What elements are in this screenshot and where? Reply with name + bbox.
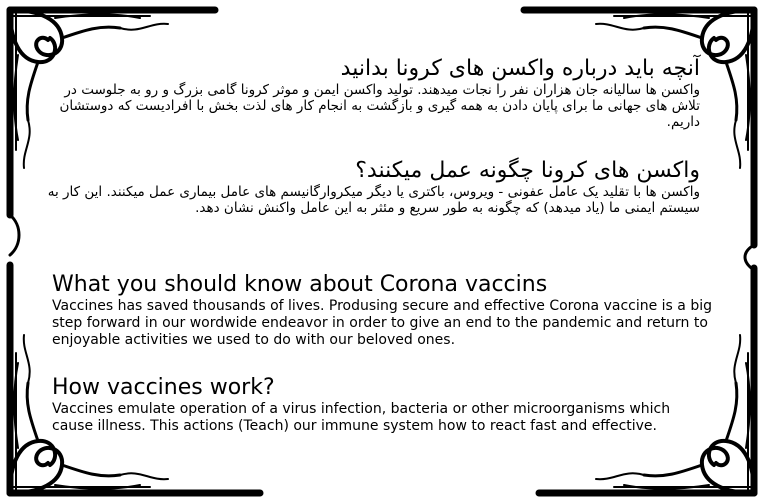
english-section-what-to-know: [52, 272, 712, 349]
persian-heading-how-vaccines-work: واکسن های کرونا چگونه عمل میکنند؟: [355, 158, 700, 183]
persian-section-how-vaccines-work: [40, 158, 700, 216]
english-paragraph-what-to-know: Vaccines has saved thousands of lives. Produsing secure and effective Corona vaccine is a big step forward in our wordwide endeavor in order to give an end to the pandemic and return to enjoyable activities we used to do with our beloved ones.: [52, 298, 712, 348]
english-heading-what-to-know: What you should know about Corona vaccins: [52, 272, 548, 297]
persian-paragraph-how-vaccines-work: واکسن ها با تقلید یک عامل عفونی - ویروس، باکتری یا دیگر میکروارگانیسم های عامل بیماری عمل میکنند. این کار به سیستم ایمنی ما (یاد میدهد) که چگونه به طور سریع و مئثر به این عامل واکنش نشان دهد.: [47, 184, 700, 216]
english-heading-how-vaccines-work: How vaccines work?: [52, 375, 275, 400]
side-flourish-right: [745, 245, 754, 270]
english-section-how-vaccines-work: [52, 375, 712, 435]
persian-heading-what-to-know: آنچه باید درباره واکسن های کرونا بدانید: [340, 56, 700, 81]
persian-section-what-to-know: [40, 56, 700, 130]
side-flourish-left: [10, 215, 19, 270]
persian-paragraph-what-to-know: واکسن ها سالیانه جان هزاران نفر را نجات میدهند. تولید واکسن ایمن و موثر کرونا گامی بزرگ و رو به جلوست در تلاش های جهانی ما برای پایان دادن به همه گیری و بازگشت به انجام کار های لذت بخش با افرادیست که دوستشان داریم.: [59, 82, 700, 130]
english-paragraph-how-vaccines-work: Vaccines emulate operation of a virus infection, bacteria or other microorganisms which cause illness. This actions (Teach) our immune system how to react fast and effective.: [52, 401, 671, 434]
